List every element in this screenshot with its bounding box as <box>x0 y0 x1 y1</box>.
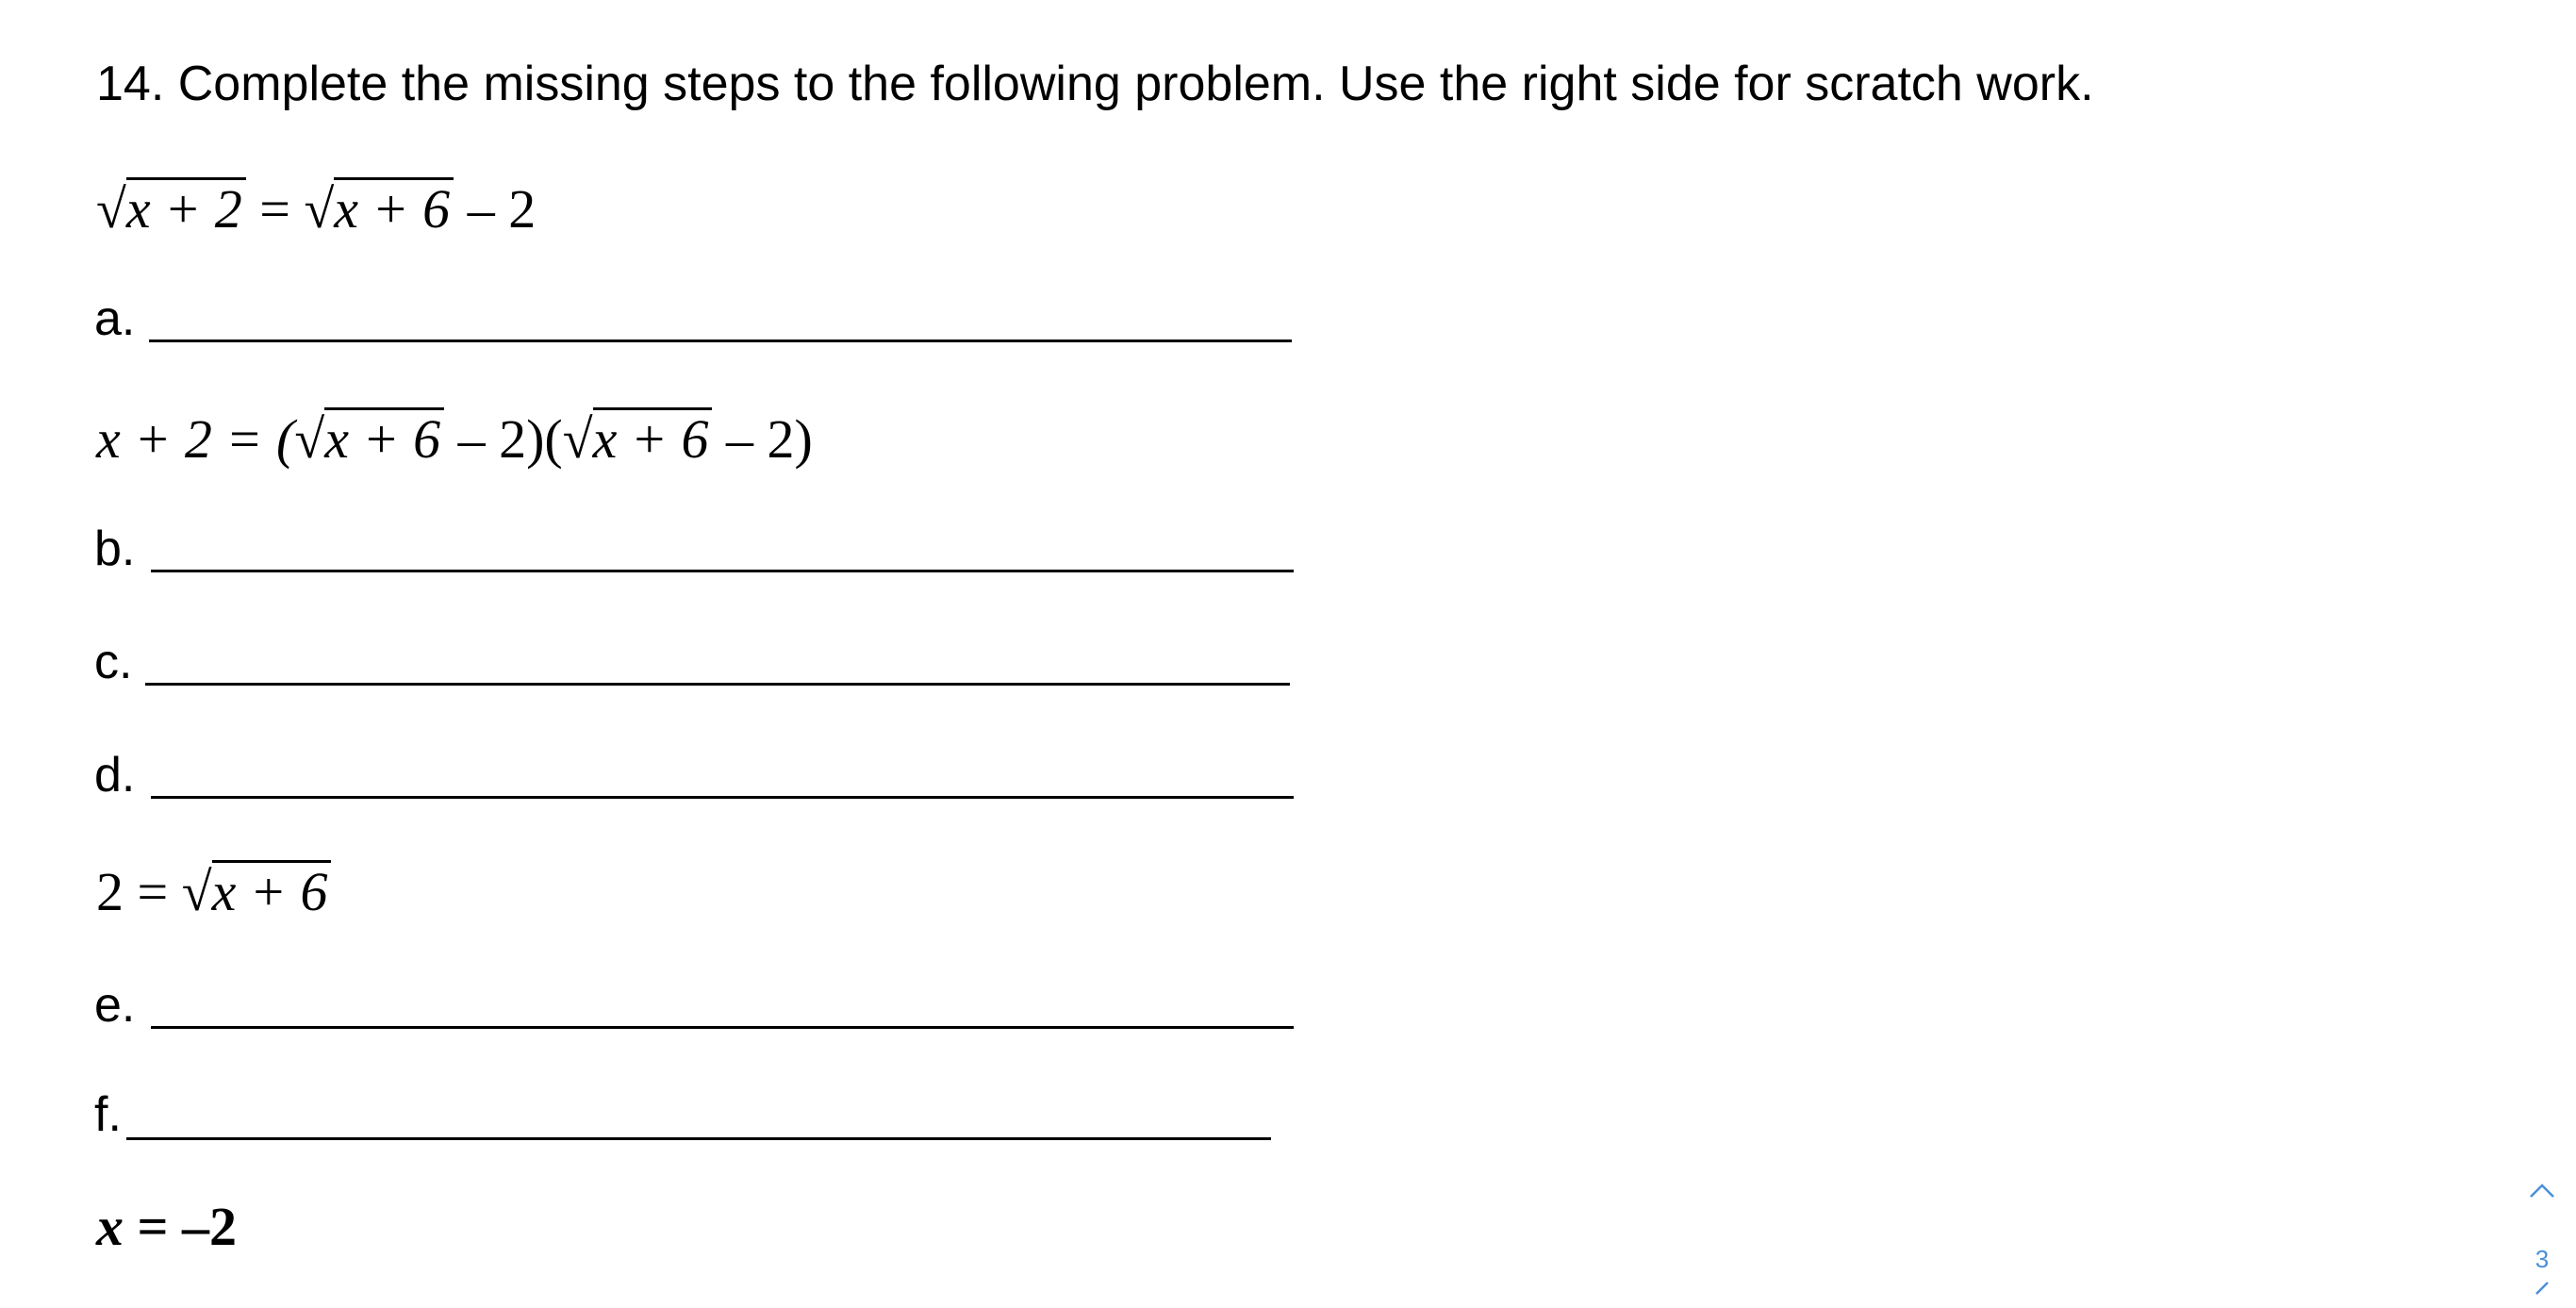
equation-lhs: 2 = <box>96 861 182 922</box>
step-b-answer-line[interactable] <box>151 570 1294 572</box>
question-title: 14. Complete the missing steps to the following problem. Use the right side for scratch work. <box>96 57 2094 111</box>
step-b-label: b. <box>94 522 136 576</box>
radical-x-plus-6 <box>181 860 332 922</box>
equation-middle: – 2)( <box>444 408 563 470</box>
equation-squared <box>96 407 813 470</box>
step-e-answer-line[interactable] <box>151 1026 1294 1029</box>
step-e-label: e. <box>94 978 136 1033</box>
step-c-label: c. <box>94 635 133 689</box>
equals-sign: = <box>245 178 305 240</box>
answer-value: = –2 <box>124 1196 238 1257</box>
radical-sign: √ <box>304 178 335 240</box>
page-number: 3 <box>2535 1245 2550 1273</box>
step-a-answer-line[interactable] <box>149 339 1292 342</box>
step-f-label: f. <box>94 1087 122 1142</box>
step-d-answer-line[interactable] <box>151 796 1294 799</box>
answer-variable: x <box>96 1196 124 1257</box>
pen-icon <box>2533 1281 2551 1296</box>
final-answer <box>96 1196 238 1257</box>
radicand: x + 6 <box>334 177 454 237</box>
radical-x-plus-6 <box>562 407 713 470</box>
equation-lhs: x + 2 = ( <box>96 408 295 470</box>
radical-x-plus-6 <box>294 407 444 470</box>
radical-sign: √ <box>294 408 325 470</box>
step-a-label: a. <box>94 291 136 346</box>
radicand: x + 6 <box>324 407 444 467</box>
radical-sign: √ <box>96 178 126 240</box>
annotate-button[interactable] <box>2523 1281 2561 1300</box>
step-c-answer-line[interactable] <box>145 683 1290 686</box>
radical-sign: √ <box>181 861 212 922</box>
equation-tail: – 2 <box>454 178 537 240</box>
previous-page-button[interactable] <box>2523 1181 2561 1209</box>
radical-x-plus-6 <box>304 177 454 240</box>
equation-given <box>96 177 537 240</box>
chevron-up-icon <box>2528 1181 2556 1200</box>
radical-sign: √ <box>562 408 593 470</box>
radical-x-plus-2 <box>96 177 246 240</box>
equation-tail: – 2) <box>712 408 813 470</box>
equation-isolated <box>96 860 331 922</box>
radicand: x + 6 <box>593 407 713 467</box>
radicand: x + 2 <box>126 177 246 237</box>
step-d-label: d. <box>94 748 136 803</box>
radicand: x + 6 <box>212 860 332 919</box>
step-f-answer-line[interactable] <box>126 1137 1271 1140</box>
